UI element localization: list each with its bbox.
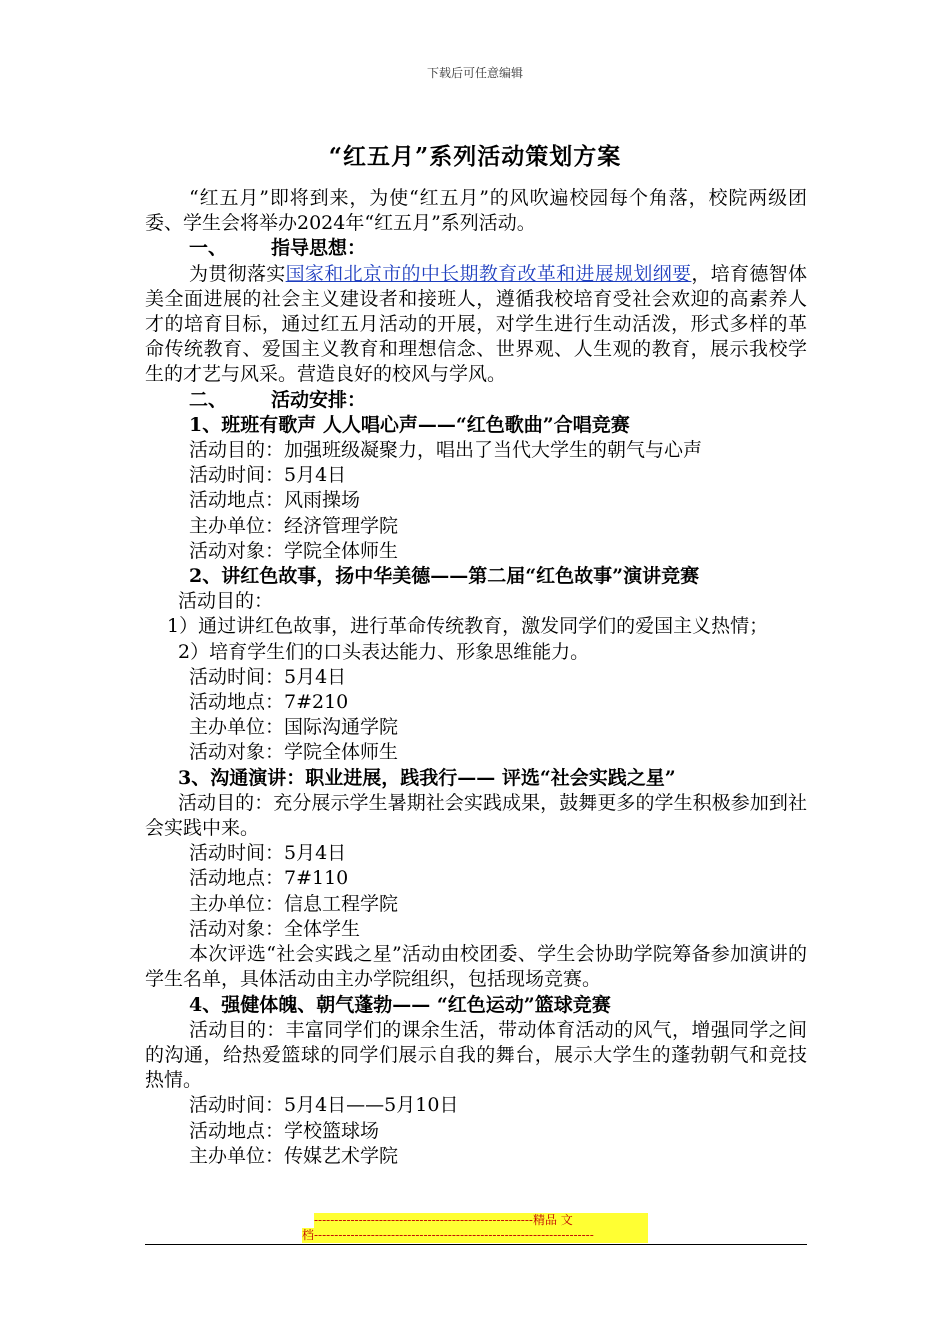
activity-1-place: 活动地点：风雨操场: [189, 489, 361, 512]
guiding-rest: ，培育德智体美全面进展的社会主义建设者和接班人，遵循我校培育受社会欢迎的高素养人才的培育目标，通过红五月活动的开展，对学生进行生动活泼，形式多样的革命传统教育、爱国主义教育和理想信念、世界观、人生观的教育，展示我校学生的才艺与风采。营造良好的校风与学风。: [145, 262, 807, 386]
activity-2-title: 2、讲红色故事，扬中华美德——第二届“红色故事”演讲竞赛: [189, 565, 700, 588]
activity-4-purpose: 活动目的：丰富同学们的课余生活，带动体育活动的风气，增强同学之间的沟通，给热爱篮球的同学们展示自我的舞台，展示大学生的蓬勃朝气和竞技热情。: [145, 1018, 807, 1092]
activity-1-host: 主办单位：经济管理学院: [189, 514, 399, 537]
activity-3-audience: 活动对象：全体学生: [189, 917, 361, 940]
activity-3-purpose: 活动目的：充分展示学生暑期社会实践成果，鼓舞更多的学生积极参加到社会实践中来。: [145, 791, 807, 840]
footer-banner: [302, 1213, 648, 1243]
section-heading-guiding: [145, 236, 807, 261]
section-title: 指导思想：: [271, 237, 367, 260]
activity-4-time: 活动时间：5月4日——5月10日: [189, 1094, 459, 1117]
activity-2-host: 主办单位：国际沟通学院: [189, 716, 399, 739]
activity-3-title: 3、沟通演讲：职业进展，践我行—— 评选“社会实践之星”: [178, 766, 676, 789]
document-body: [145, 186, 807, 1169]
activity-1-purpose: 活动目的：加强班级凝聚力，唱出了当代大学生的朝气与心声: [189, 439, 703, 462]
activity-2-place: 活动地点：7#210: [189, 691, 349, 714]
activity-2-audience: 活动对象：学院全体师生: [189, 741, 399, 764]
activity-4-place: 活动地点：学校篮球场: [189, 1119, 380, 1142]
guiding-paragraph: [145, 262, 807, 388]
section-title: 活动安排：: [271, 388, 367, 411]
activity-3-note: 本次评选“社会实践之星”活动由校团委、学生会协助学院筹备参加演讲的学生名单，具体活动由主办学院组织，包括现场竞赛。: [145, 943, 807, 991]
intro-paragraph: “红五月”即将到来，为使“红五月”的风吹遍校园每个角落，校院两级团委、学生会将举办2024年“红五月”系列活动。: [145, 187, 807, 235]
section-heading-arrangement: [145, 388, 807, 413]
section-number: 二、: [189, 388, 228, 411]
guiding-lead: 为贯彻落实: [189, 262, 286, 285]
activity-3-place: 活动地点：7#110: [189, 867, 349, 890]
activity-3-host: 主办单位：信息工程学院: [189, 892, 399, 915]
activity-1-time: 活动时间：5月4日: [189, 464, 347, 487]
policy-link[interactable]: 国家和北京市的中长期教育改革和进展规划纲要: [285, 262, 692, 285]
activity-2-purpose-2: 2）培育学生们的口头表达能力、形象思维能力。: [178, 640, 590, 663]
activity-1-audience: 活动对象：学院全体师生: [189, 539, 399, 562]
activity-4-host: 主办单位：传媒艺术学院: [189, 1144, 399, 1167]
footer-divider: [145, 1244, 807, 1245]
activity-3-time: 活动时间：5月4日: [189, 842, 347, 865]
activity-2-purpose-label: 活动目的：: [178, 590, 274, 613]
footer-line-2: 档---------------------------------------------------------------------: [302, 1228, 648, 1243]
header-note: 下载后可任意编辑: [426, 66, 523, 80]
activity-4-title: 4、强健体魄、朝气蓬勃—— “红色运动”篮球竞赛: [189, 993, 611, 1016]
activity-2-purpose-1: 1）通过讲红色故事，进行革命传统教育，激发同学们的爱国主义热情；: [167, 615, 769, 638]
document-title: “红五月”系列活动策划方案: [328, 143, 622, 170]
activity-2-time: 活动时间：5月4日: [189, 665, 347, 688]
activity-1-title: 1、班班有歌声 人人唱心声——“红色歌曲”合唱竞赛: [189, 413, 630, 436]
footer-line-1: ------------------------------------------------------精品 文: [314, 1213, 648, 1228]
section-number: 一、: [189, 237, 228, 260]
